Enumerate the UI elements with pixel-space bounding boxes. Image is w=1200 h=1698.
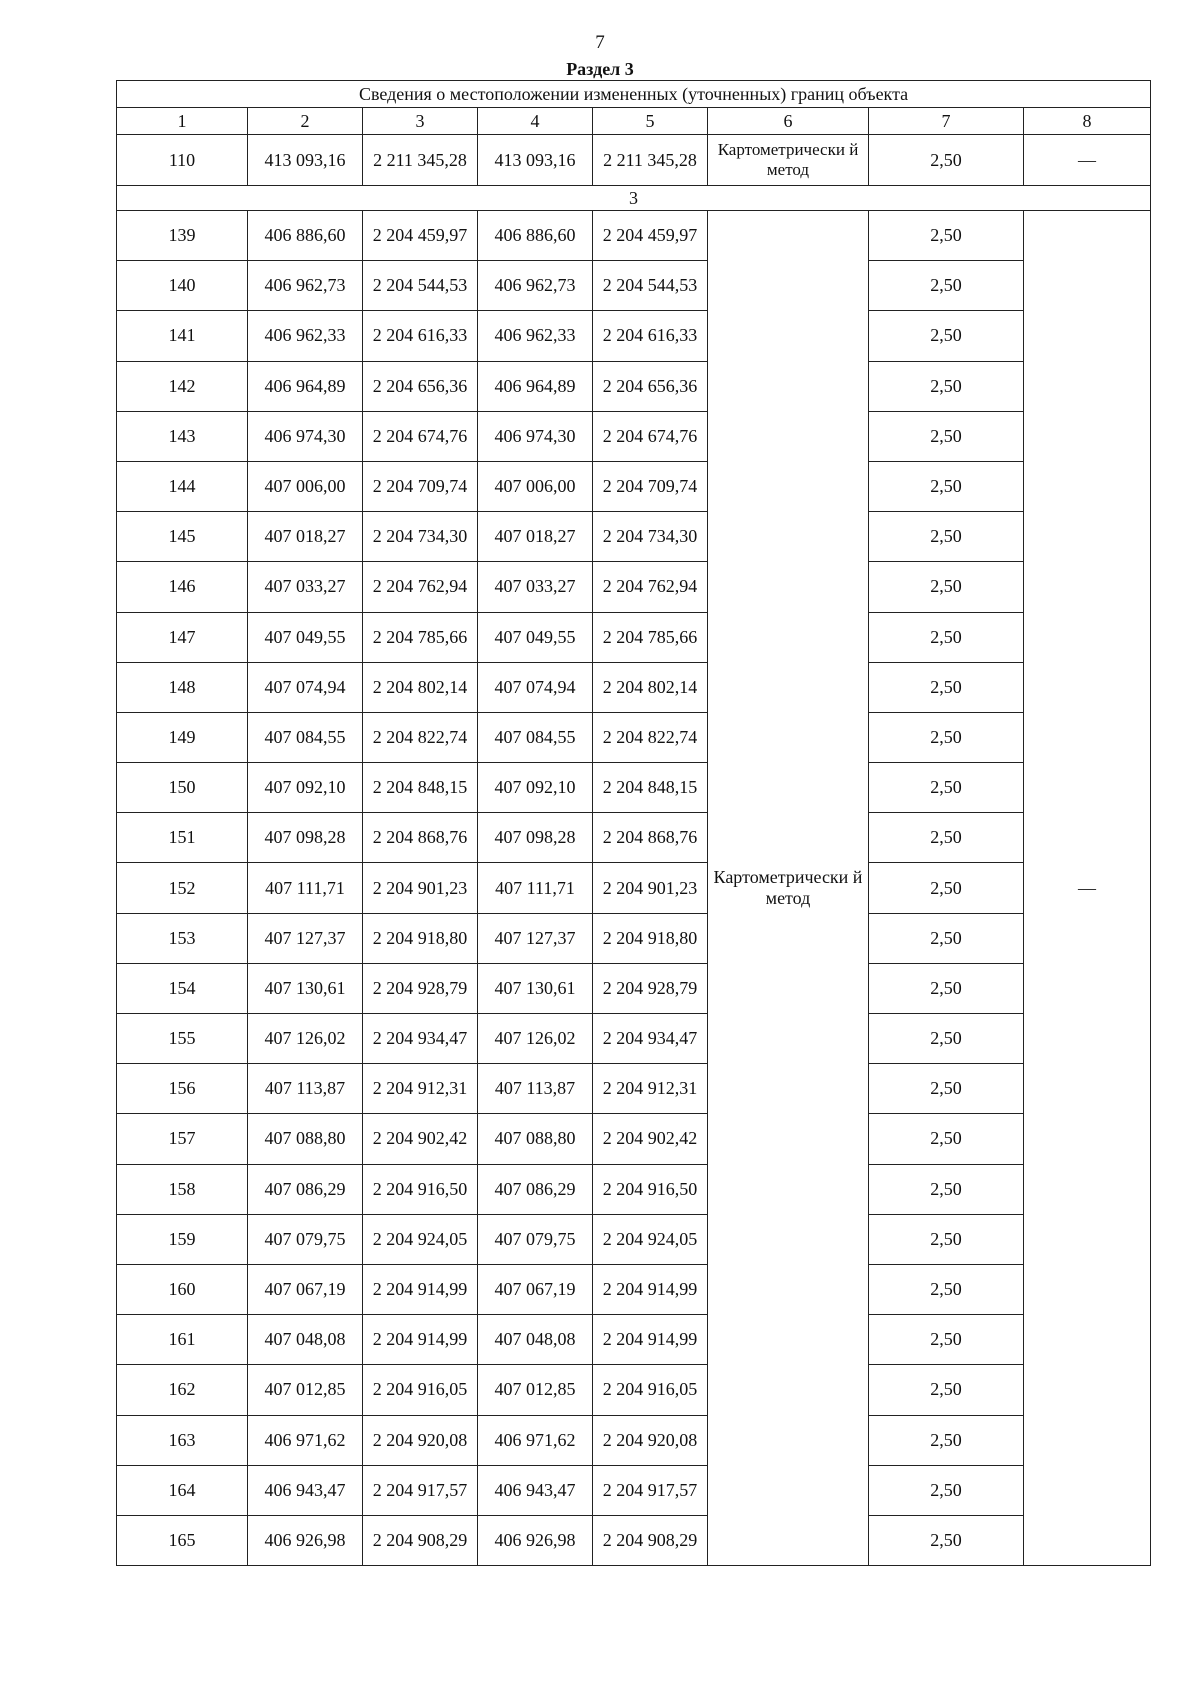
- table-row: [117, 963, 1151, 1013]
- x-old: 407 018,27: [248, 512, 363, 562]
- table-row: [117, 612, 1151, 662]
- y-new: 2 204 902,42: [593, 1114, 708, 1164]
- y-new: 2 204 674,76: [593, 411, 708, 461]
- table-row: [117, 311, 1151, 361]
- x-old: 407 113,87: [248, 1064, 363, 1114]
- table-row: [117, 913, 1151, 963]
- x-new: 407 111,71: [478, 863, 593, 913]
- y-old: 2 204 656,36: [363, 361, 478, 411]
- accuracy: 2,50: [869, 261, 1024, 311]
- y-old: 2 204 934,47: [363, 1014, 478, 1064]
- y-old: 2 211 345,28: [363, 135, 478, 186]
- y-old: 2 204 616,33: [363, 311, 478, 361]
- point-number: 150: [117, 763, 248, 813]
- x-old: 413 093,16: [248, 135, 363, 186]
- x-new: 407 033,27: [478, 562, 593, 612]
- point-number: 164: [117, 1465, 248, 1515]
- y-old: 2 204 785,66: [363, 612, 478, 662]
- table-row: [117, 763, 1151, 813]
- x-old: 407 092,10: [248, 763, 363, 813]
- x-new: 407 018,27: [478, 512, 593, 562]
- point-number: 159: [117, 1214, 248, 1264]
- table-row: [117, 1515, 1151, 1565]
- point-number: 157: [117, 1114, 248, 1164]
- y-old: 2 204 912,31: [363, 1064, 478, 1114]
- y-old: 2 204 916,05: [363, 1365, 478, 1415]
- x-new: 406 964,89: [478, 361, 593, 411]
- y-old: 2 204 914,99: [363, 1264, 478, 1314]
- accuracy: 2,50: [869, 763, 1024, 813]
- y-old: 2 204 924,05: [363, 1214, 478, 1264]
- y-new: 2 204 934,47: [593, 1014, 708, 1064]
- x-old: 407 111,71: [248, 863, 363, 913]
- table-row: [117, 1365, 1151, 1415]
- accuracy: 2,50: [869, 211, 1024, 261]
- y-old: 2 204 762,94: [363, 562, 478, 612]
- y-new: 2 204 656,36: [593, 361, 708, 411]
- y-old: 2 204 901,23: [363, 863, 478, 913]
- x-old: 407 127,37: [248, 913, 363, 963]
- point-number: 162: [117, 1365, 248, 1415]
- x-new: 407 049,55: [478, 612, 593, 662]
- accuracy: 2,50: [869, 1315, 1024, 1365]
- accuracy: 2,50: [869, 411, 1024, 461]
- y-old: 2 204 918,80: [363, 913, 478, 963]
- y-new: 2 204 616,33: [593, 311, 708, 361]
- column-number: 8: [1024, 108, 1151, 135]
- table-caption: Сведения о местоположении измененных (уточненных) границ объекта: [117, 81, 1151, 108]
- y-old: 2 204 868,76: [363, 813, 478, 863]
- y-old: 2 204 822,74: [363, 712, 478, 762]
- x-new: 407 113,87: [478, 1064, 593, 1114]
- y-old: 2 204 459,97: [363, 211, 478, 261]
- x-new: 407 086,29: [478, 1164, 593, 1214]
- x-new: 406 971,62: [478, 1415, 593, 1465]
- table-row: [117, 813, 1151, 863]
- x-new: 407 006,00: [478, 461, 593, 511]
- y-new: 2 204 924,05: [593, 1214, 708, 1264]
- x-new: 407 127,37: [478, 913, 593, 963]
- table-row: [117, 411, 1151, 461]
- accuracy: 2,50: [869, 813, 1024, 863]
- x-old: 406 943,47: [248, 1465, 363, 1515]
- x-old: 407 049,55: [248, 612, 363, 662]
- y-old: 2 204 920,08: [363, 1415, 478, 1465]
- x-new: 406 886,60: [478, 211, 593, 261]
- accuracy: 2,50: [869, 1064, 1024, 1114]
- y-old: 2 204 848,15: [363, 763, 478, 813]
- y-old: 2 204 902,42: [363, 1114, 478, 1164]
- point-number: 139: [117, 211, 248, 261]
- x-old: 406 926,98: [248, 1515, 363, 1565]
- point-number: 165: [117, 1515, 248, 1565]
- y-old: 2 204 802,14: [363, 662, 478, 712]
- y-new: 2 204 917,57: [593, 1465, 708, 1515]
- column-number: 7: [869, 108, 1024, 135]
- accuracy: 2,50: [869, 1264, 1024, 1314]
- table-row: [117, 1114, 1151, 1164]
- y-new: 2 204 762,94: [593, 562, 708, 612]
- accuracy: 2,50: [869, 461, 1024, 511]
- y-new: 2 204 920,08: [593, 1415, 708, 1465]
- x-old: 407 088,80: [248, 1114, 363, 1164]
- x-new: 407 074,94: [478, 662, 593, 712]
- y-old: 2 204 674,76: [363, 411, 478, 461]
- x-old: 407 098,28: [248, 813, 363, 863]
- table-row: [117, 1064, 1151, 1114]
- point-number: 143: [117, 411, 248, 461]
- accuracy: 2,50: [869, 612, 1024, 662]
- x-old: 407 048,08: [248, 1315, 363, 1365]
- point-number: 153: [117, 913, 248, 963]
- y-old: 2 204 709,74: [363, 461, 478, 511]
- point-number: 161: [117, 1315, 248, 1365]
- y-new: 2 204 848,15: [593, 763, 708, 813]
- accuracy: 2,50: [869, 662, 1024, 712]
- y-new: 2 211 345,28: [593, 135, 708, 186]
- x-old: 407 006,00: [248, 461, 363, 511]
- column-numbers-row: [117, 108, 1151, 135]
- y-new: 2 204 908,29: [593, 1515, 708, 1565]
- accuracy: 2,50: [869, 1365, 1024, 1415]
- y-new: 2 204 459,97: [593, 211, 708, 261]
- table-row: [117, 1214, 1151, 1264]
- accuracy: 2,50: [869, 1114, 1024, 1164]
- x-old: 406 886,60: [248, 211, 363, 261]
- x-old: 407 012,85: [248, 1365, 363, 1415]
- x-old: 407 130,61: [248, 963, 363, 1013]
- y-new: 2 204 544,53: [593, 261, 708, 311]
- point-number: 147: [117, 612, 248, 662]
- method: Картометрически й метод: [708, 135, 869, 186]
- x-new: 407 067,19: [478, 1264, 593, 1314]
- point-number: 152: [117, 863, 248, 913]
- table-row: [117, 863, 1151, 913]
- x-old: 406 971,62: [248, 1415, 363, 1465]
- accuracy: 2,50: [869, 1014, 1024, 1064]
- accuracy: 2,50: [869, 1465, 1024, 1515]
- point-number: 149: [117, 712, 248, 762]
- point-number: 154: [117, 963, 248, 1013]
- table-row: [117, 211, 1151, 261]
- x-old: 407 126,02: [248, 1014, 363, 1064]
- x-new: 407 092,10: [478, 763, 593, 813]
- description: —: [1024, 135, 1151, 186]
- y-old: 2 204 544,53: [363, 261, 478, 311]
- column-number: 3: [363, 108, 478, 135]
- page-number: 7: [595, 32, 605, 53]
- table-row: [117, 662, 1151, 712]
- x-new: 413 093,16: [478, 135, 593, 186]
- y-old: 2 204 916,50: [363, 1164, 478, 1214]
- x-old: 407 084,55: [248, 712, 363, 762]
- accuracy: 2,50: [869, 863, 1024, 913]
- y-new: 2 204 802,14: [593, 662, 708, 712]
- column-number: 2: [248, 108, 363, 135]
- accuracy: 2,50: [869, 361, 1024, 411]
- accuracy: 2,50: [869, 1214, 1024, 1264]
- y-new: 2 204 709,74: [593, 461, 708, 511]
- x-new: 407 079,75: [478, 1214, 593, 1264]
- x-old: 406 962,73: [248, 261, 363, 311]
- x-old: 407 033,27: [248, 562, 363, 612]
- accuracy: 2,50: [869, 311, 1024, 361]
- contour-label: 3: [117, 186, 1151, 211]
- accuracy: 2,50: [869, 712, 1024, 762]
- table-row: [117, 1465, 1151, 1515]
- point-number: 155: [117, 1014, 248, 1064]
- x-new: 407 012,85: [478, 1365, 593, 1415]
- point-number: 140: [117, 261, 248, 311]
- x-new: 407 130,61: [478, 963, 593, 1013]
- y-old: 2 204 917,57: [363, 1465, 478, 1515]
- point-number: 141: [117, 311, 248, 361]
- column-number: 6: [708, 108, 869, 135]
- accuracy: 2,50: [869, 1164, 1024, 1214]
- table-row: [117, 1315, 1151, 1365]
- table-row: [117, 512, 1151, 562]
- y-new: 2 204 901,23: [593, 863, 708, 913]
- table-row: [117, 1415, 1151, 1465]
- y-new: 2 204 912,31: [593, 1064, 708, 1114]
- point-number: 160: [117, 1264, 248, 1314]
- point-number: 163: [117, 1415, 248, 1465]
- y-new: 2 204 785,66: [593, 612, 708, 662]
- x-new: 406 943,47: [478, 1465, 593, 1515]
- x-new: 407 088,80: [478, 1114, 593, 1164]
- table-row: [117, 1264, 1151, 1314]
- accuracy: 2,50: [869, 913, 1024, 963]
- point-number: 156: [117, 1064, 248, 1114]
- x-new: 407 098,28: [478, 813, 593, 863]
- column-number: 1: [117, 108, 248, 135]
- x-new: 406 974,30: [478, 411, 593, 461]
- y-new: 2 204 914,99: [593, 1264, 708, 1314]
- accuracy: 2,50: [869, 512, 1024, 562]
- x-old: 407 079,75: [248, 1214, 363, 1264]
- coordinates-table: [116, 80, 1151, 1566]
- x-old: 407 086,29: [248, 1164, 363, 1214]
- method: Картометрически й метод: [708, 211, 869, 1566]
- x-new: 406 962,33: [478, 311, 593, 361]
- point-number: 142: [117, 361, 248, 411]
- table-row: [117, 261, 1151, 311]
- column-number: 4: [478, 108, 593, 135]
- section-title: Раздел 3: [566, 59, 634, 79]
- y-new: 2 204 918,80: [593, 913, 708, 963]
- y-new: 2 204 914,99: [593, 1315, 708, 1365]
- x-new: 407 084,55: [478, 712, 593, 762]
- x-old: 406 964,89: [248, 361, 363, 411]
- point-number: 148: [117, 662, 248, 712]
- y-new: 2 204 822,74: [593, 712, 708, 762]
- point-number: 146: [117, 562, 248, 612]
- x-old: 406 974,30: [248, 411, 363, 461]
- point-number: 151: [117, 813, 248, 863]
- table-row: [117, 461, 1151, 511]
- table-row: [117, 1014, 1151, 1064]
- table-row: [117, 1164, 1151, 1214]
- y-old: 2 204 914,99: [363, 1315, 478, 1365]
- accuracy: 2,50: [869, 562, 1024, 612]
- table-row: [117, 361, 1151, 411]
- accuracy: 2,50: [869, 963, 1024, 1013]
- y-old: 2 204 928,79: [363, 963, 478, 1013]
- y-new: 2 204 868,76: [593, 813, 708, 863]
- y-new: 2 204 928,79: [593, 963, 708, 1013]
- y-old: 2 204 734,30: [363, 512, 478, 562]
- x-old: 407 074,94: [248, 662, 363, 712]
- x-old: 406 962,33: [248, 311, 363, 361]
- accuracy: 2,50: [869, 135, 1024, 186]
- accuracy: 2,50: [869, 1515, 1024, 1565]
- table-row: [117, 562, 1151, 612]
- accuracy: 2,50: [869, 1415, 1024, 1465]
- description: —: [1024, 211, 1151, 1566]
- y-new: 2 204 916,05: [593, 1365, 708, 1415]
- x-old: 407 067,19: [248, 1264, 363, 1314]
- y-old: 2 204 908,29: [363, 1515, 478, 1565]
- table-row: [117, 712, 1151, 762]
- point-number: 144: [117, 461, 248, 511]
- y-new: 2 204 734,30: [593, 512, 708, 562]
- x-new: 406 962,73: [478, 261, 593, 311]
- point-number: 110: [117, 135, 248, 186]
- y-new: 2 204 916,50: [593, 1164, 708, 1214]
- x-new: 406 926,98: [478, 1515, 593, 1565]
- point-number: 158: [117, 1164, 248, 1214]
- x-new: 407 126,02: [478, 1014, 593, 1064]
- table-row: [117, 135, 1151, 186]
- x-new: 407 048,08: [478, 1315, 593, 1365]
- column-number: 5: [593, 108, 708, 135]
- point-number: 145: [117, 512, 248, 562]
